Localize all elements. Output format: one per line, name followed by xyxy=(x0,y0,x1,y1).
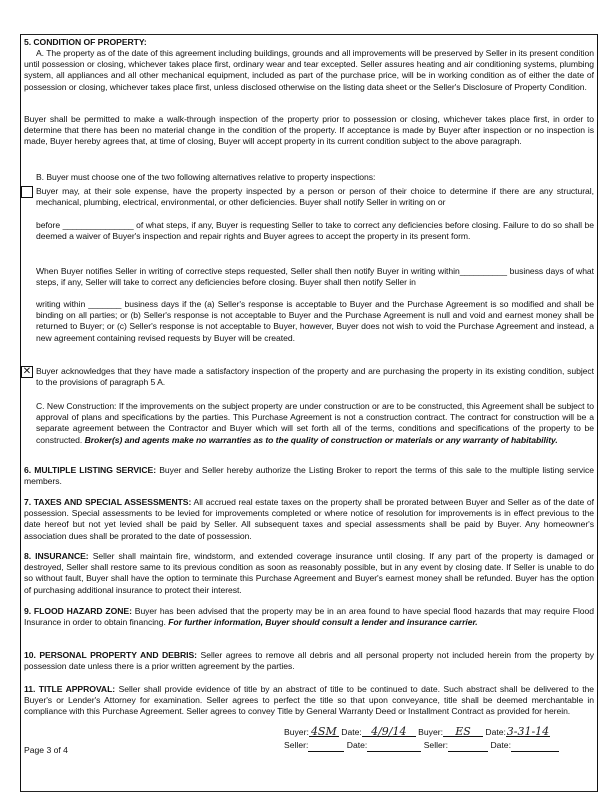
buyer-initials-row xyxy=(284,727,550,738)
section-7 xyxy=(24,497,594,542)
seller-initials-row xyxy=(284,740,559,752)
date-label: Date: xyxy=(490,740,511,750)
buyer-1-date[interactable]: 4/9/14 xyxy=(362,727,416,737)
section-11-title: 11. TITLE APPROVAL: xyxy=(24,684,116,694)
section-5c-disclaimer: Broker(s) and agents make no warranties as to the quality of construction or materials or any warranty of habitability. xyxy=(84,434,558,445)
acknowledge-text: Buyer acknowledges that they have made a satisfactory inspection of the property and are purchasing the property in its existing condition, subject to the provisions of paragraph 5 A. xyxy=(36,366,594,388)
buyer-2-date[interactable]: 3-31-14 xyxy=(506,725,550,738)
section-8 xyxy=(24,551,594,596)
section-5c-text xyxy=(36,401,594,446)
inspection-option-text: Buyer may, at their sole expense, have the property inspected by a person or person of their choice to determine if there are any structural, mechanical, plumbing, electrical, environmental, or other deficiencies. Buyer shall notify Seller in writing on or xyxy=(36,186,594,208)
date-label: Date: xyxy=(346,740,368,750)
buyer-label: Buyer: xyxy=(284,727,309,737)
walkthrough-text: Buyer shall be permitted to make a walk-through inspection of the property prior to possession or closing, whichever takes place first, in order to determine that there has been no material change in the condition of the property. If acceptance is made by Buyer after inspection or no inspection is made, Buyer hereby agrees that, at time of closing, Buyer will accept property in its current condition subject to the above paragraph. xyxy=(24,114,594,147)
buyer-2-initials[interactable]: ES xyxy=(443,727,483,737)
seller-2-date[interactable] xyxy=(511,740,559,752)
section-11 xyxy=(24,684,594,718)
acknowledge-checkbox[interactable] xyxy=(21,366,33,378)
section-6-body: Buyer and Seller hereby authorize the Listing Broker to report the terms of this sale to the multiple listing service members. xyxy=(24,465,594,487)
seller-response-text: When Buyer notifies Seller in writing of corrective steps requested, Seller shall then notify Buyer in writing within__________ business days of what steps, if any, Seller will take to correct any deficiencies before closing. Buyer shall then notify Seller in xyxy=(36,266,594,288)
buyer-1-initials[interactable]: 4SM xyxy=(309,727,339,737)
section-6 xyxy=(24,465,594,487)
section-9-advice: For further information, Buyer should consult a lender and insurance carrier. xyxy=(168,617,478,628)
section-10-body: Seller agrees to remove all debris and all personal property not included herein from the property by possession date unless there is a prior written agreement by the parties. xyxy=(24,650,594,672)
inspection-option-checkbox[interactable] xyxy=(21,186,33,198)
section-6-title: 6. MULTIPLE LISTING SERVICE: xyxy=(24,465,157,475)
section-5-title: 5. CONDITION OF PROPERTY: xyxy=(24,37,147,47)
seller-2-initials[interactable] xyxy=(448,740,488,752)
seller-label: Seller: xyxy=(284,740,309,750)
section-9-body: Buyer has been advised that the property may be in an area found to have special flood hazards that may require Flood Insurance in order to obtain financing. xyxy=(24,606,594,628)
date-label: Date: xyxy=(341,727,362,737)
section-11-body: Seller shall provide evidence of title by an abstract of title to be continued to date. Such abstract shall be delivered to the Buyer's or Lender's Attorney for examination. Seller agrees to perfect the title so that upon conveyance, title shall be deemed merchantable in compliance with this Purchase Agreement. Seller agrees to convey Title by General Warranty Deed or Installment Contract as provided for herein. xyxy=(24,684,594,717)
section-7-body: All accrued real estate taxes on the property shall be prorated between Buyer and Seller as of the date of possession. Special assessments to be levied for improvements completed or where notice of resolution for improvements is in effect previous to the date hereof but not yet levied shall be paid by Seller. All subsequent taxes and special assessments shall be paid by Buyer. Any homeowner's association dues shall be prorated to the date of possession. xyxy=(24,497,594,541)
section-10-title: 10. PERSONAL PROPERTY AND DEBRIS: xyxy=(24,650,197,660)
section-8-title: 8. INSURANCE: xyxy=(24,551,89,561)
before-text: before _______________ of what steps, if any, Buyer is requesting Seller to take to correct any deficiencies before closing. Failure to do so shall be deemed a waiver of Buyer's inspection and repair rights and Buyer agrees to accept the property in its present form. xyxy=(36,220,594,242)
section-9 xyxy=(24,606,594,628)
page-number: Page 3 of 4 xyxy=(24,745,68,755)
date-label: Date: xyxy=(485,727,506,737)
checkmark-icon: ✕ xyxy=(22,366,32,377)
buyer-response-text: writing within _______ business days if the (a) Seller's response is acceptable to Buyer and the Purchase Agreement is so modified and shall be binding on all parties; or (b) Seller's response is not acceptable to Buyer and the Purchase Agreement is null and void and earnest money shall be returned to Buyer; or (c) Seller's response is not acceptable to Buyer, however, Buyer does not wish to void the Purchase Agreement and instead, a new agreement containing revised requests by Buyer will be created. xyxy=(36,299,594,343)
section-7-title: 7. TAXES AND SPECIAL ASSESSMENTS: xyxy=(24,497,192,507)
section-10 xyxy=(24,650,594,672)
seller-1-date[interactable] xyxy=(367,740,421,752)
seller-label: Seller: xyxy=(423,740,449,750)
section-5a-text: A. The property as of the date of this agreement including buildings, grounds and all improvements will be preserved by Seller in its present condition until possession or closing, whichever takes place first, ordinary wear and tear excepted. Seller assures heating and air conditioning systems, plumbing system, all appliances and all other mechanical equipment, included as part of the purchase price, will be in working condition as of either the date of possession or closing, whichever takes place first, unless disclosed otherwise on the listing data sheet or the Seller's Disclosure of Property Condition. xyxy=(24,48,594,92)
section-5c-body: C. New Construction: If the improvements on the subject property are under construction or are to be constructed, this Agreement shall be subject to approval of plans and specifications by the parties. This Purchase Agreement is not a construction contract. The contract for construction will be a separate agreement between the Contractor and Buyer which will set forth all of the terms, conditions and specifications of the property to be constructed. xyxy=(36,401,594,445)
section-9-title: 9. FLOOD HAZARD ZONE: xyxy=(24,606,132,616)
buyer-label: Buyer: xyxy=(418,727,444,737)
seller-1-initials[interactable] xyxy=(308,740,344,752)
section-8-body: Seller shall maintain fire, windstorm, and extended coverage insurance until closing. If any part of the property is damaged or destroyed, Seller shall restore same to its previous condition as soon as reasonably possible, but in any event by closing date. If Seller is unable to do so without fault, Buyer shall have the option to terminate this Purchase Agreement and Buyer's earnest money shall be refunded. Buyer has the option of purchasing additional insurance to protect their interest. xyxy=(24,551,594,595)
section-5b-text: B. Buyer must choose one of the two following alternatives relative to property inspections: xyxy=(36,172,376,182)
